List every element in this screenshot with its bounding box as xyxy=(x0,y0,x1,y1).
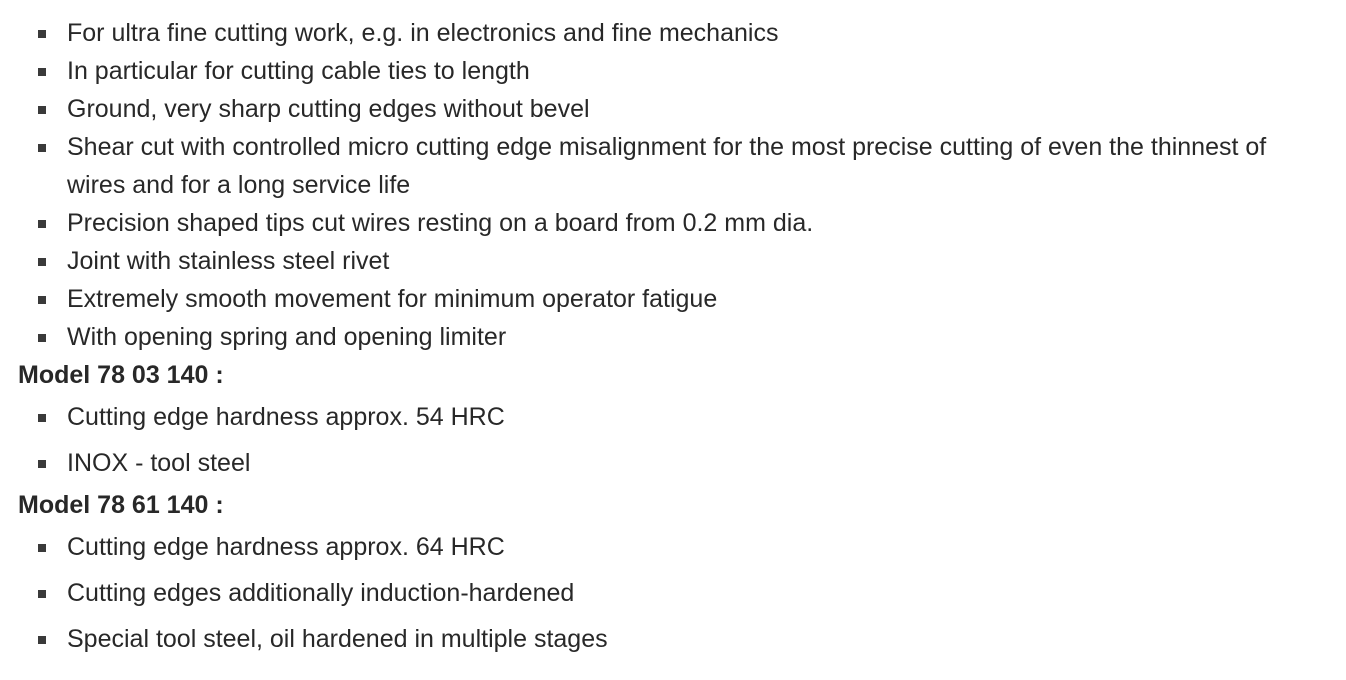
square-bullet-icon xyxy=(38,144,46,152)
model-heading: Model 78 03 140 : xyxy=(18,361,224,389)
list-item xyxy=(18,90,1327,128)
square-bullet-icon xyxy=(38,220,46,228)
spec-text: Special tool steel, oil hardened in multiple stages xyxy=(67,625,608,653)
feature-text: In particular for cutting cable ties to length xyxy=(67,57,530,85)
spec-text: Cutting edges additionally induction-hardened xyxy=(67,579,575,607)
square-bullet-icon xyxy=(38,590,46,598)
feature-text: Ground, very sharp cutting edges without bevel xyxy=(67,95,590,123)
square-bullet-icon xyxy=(38,68,46,76)
list-item xyxy=(18,440,1327,486)
square-bullet-icon xyxy=(38,334,46,342)
feature-text: Precision shaped tips cut wires resting on a board from 0.2 mm dia. xyxy=(67,209,814,237)
model-spec-list xyxy=(18,394,1346,486)
feature-text: Shear cut with controlled micro cutting edge misalignment for the most precise cutting of even the thinnest of wires and for a long service life xyxy=(67,133,1267,199)
square-bullet-icon xyxy=(38,636,46,644)
list-item xyxy=(18,280,1327,318)
feature-text: For ultra fine cutting work, e.g. in electronics and fine mechanics xyxy=(67,19,779,47)
feature-text: With opening spring and opening limiter xyxy=(67,323,507,351)
square-bullet-icon xyxy=(38,414,46,422)
model-spec-list xyxy=(18,524,1346,662)
list-item xyxy=(18,14,1327,52)
list-item xyxy=(18,524,1327,570)
spec-text: Cutting edge hardness approx. 64 HRC xyxy=(67,533,505,561)
model-section xyxy=(18,486,1346,662)
list-item xyxy=(18,394,1327,440)
feature-list xyxy=(18,14,1346,356)
square-bullet-icon xyxy=(38,460,46,468)
list-item xyxy=(18,570,1327,616)
square-bullet-icon xyxy=(38,296,46,304)
feature-text: Joint with stainless steel rivet xyxy=(67,247,390,275)
list-item xyxy=(18,318,1327,356)
model-section xyxy=(18,356,1346,486)
feature-text: Extremely smooth movement for minimum operator fatigue xyxy=(67,285,718,313)
square-bullet-icon xyxy=(38,30,46,38)
model-heading: Model 78 61 140 : xyxy=(18,491,224,519)
list-item xyxy=(18,616,1327,662)
square-bullet-icon xyxy=(38,258,46,266)
square-bullet-icon xyxy=(38,106,46,114)
list-item xyxy=(18,204,1327,242)
list-item xyxy=(18,128,1327,204)
spec-text: Cutting edge hardness approx. 54 HRC xyxy=(67,403,505,431)
list-item xyxy=(18,242,1327,280)
list-item xyxy=(18,52,1327,90)
spec-text: INOX - tool steel xyxy=(67,449,251,477)
square-bullet-icon xyxy=(38,544,46,552)
